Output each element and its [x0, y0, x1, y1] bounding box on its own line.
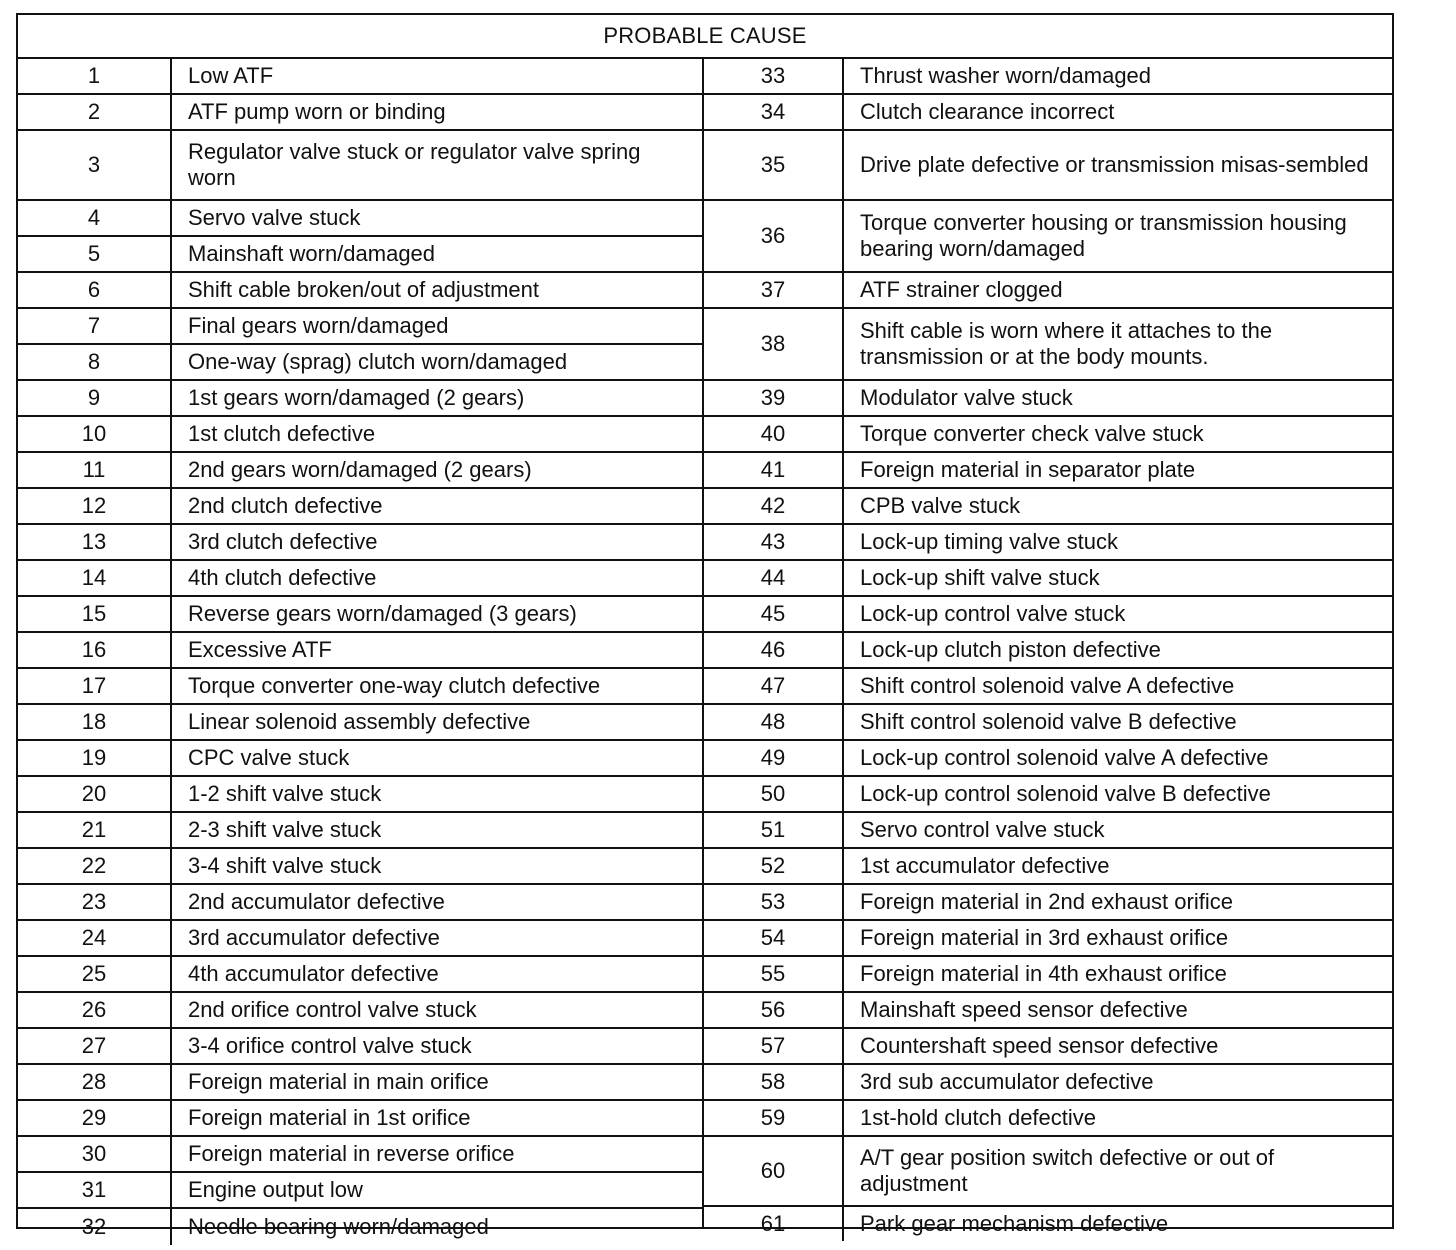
cause-description: Reverse gears worn/damaged (3 gears) [188, 601, 577, 626]
cause-cell [844, 993, 1392, 1027]
table-row [704, 741, 1392, 777]
cause-cell [172, 1173, 702, 1207]
cause-description: 2nd accumulator defective [188, 889, 445, 914]
cause-cell [844, 633, 1392, 667]
table-row [704, 813, 1392, 849]
cause-description: Servo valve stuck [188, 205, 361, 230]
cause-number: 7 [87, 313, 101, 338]
cause-description: Foreign material in 3rd exhaust orifice [860, 925, 1229, 950]
cause-description: 1-2 shift valve stuck [188, 781, 382, 806]
left-column [18, 59, 702, 1239]
cause-description: Excessive ATF [188, 637, 332, 662]
cause-cell [172, 741, 702, 775]
cause-number: 1 [87, 63, 101, 88]
table-row [18, 633, 702, 669]
table-row [704, 525, 1392, 561]
cause-description: Countershaft speed sensor defective [860, 1033, 1219, 1058]
table-row [18, 813, 702, 849]
cause-number: 39 [760, 385, 786, 410]
cause-description: 2nd gears worn/damaged (2 gears) [188, 457, 532, 482]
cause-number: 16 [81, 637, 107, 662]
table-row [704, 131, 1392, 201]
table-row [18, 1029, 702, 1065]
cause-cell [172, 1029, 702, 1063]
table-row [18, 741, 702, 777]
cause-cell [172, 957, 702, 991]
cause-description: Final gears worn/damaged [188, 313, 449, 338]
cause-cell [844, 273, 1392, 307]
cause-number: 54 [760, 925, 786, 950]
cause-number: 10 [81, 421, 107, 446]
cause-cell [844, 1137, 1392, 1205]
cause-description: One-way (sprag) clutch worn/damaged [188, 349, 568, 374]
cause-cell [172, 993, 702, 1027]
cause-cell [844, 1065, 1392, 1099]
cause-description: Park gear mechanism defective [860, 1211, 1169, 1236]
cause-number: 60 [760, 1158, 786, 1183]
cause-number: 57 [760, 1033, 786, 1058]
cause-number: 27 [81, 1033, 107, 1058]
cause-cell [844, 1207, 1392, 1241]
table-row [18, 345, 702, 381]
cause-number: 4 [87, 205, 101, 230]
cause-description: 1st clutch defective [188, 421, 376, 446]
cause-number: 34 [760, 99, 786, 124]
table-row [704, 95, 1392, 131]
cause-number: 48 [760, 709, 786, 734]
cause-cell [844, 1101, 1392, 1135]
cause-number: 9 [87, 385, 101, 410]
table-row [18, 669, 702, 705]
table-row [18, 885, 702, 921]
cause-description: Foreign material in 4th exhaust orifice [860, 961, 1227, 986]
cause-description: 1st gears worn/damaged (2 gears) [188, 385, 525, 410]
table-row [18, 381, 702, 417]
cause-cell [172, 95, 702, 129]
cause-cell [172, 489, 702, 523]
table-row [704, 957, 1392, 993]
table-row [18, 1137, 702, 1173]
table-row [704, 1029, 1392, 1065]
cause-cell [172, 633, 702, 667]
cause-number: 47 [760, 673, 786, 698]
cause-description: 2nd orifice control valve stuck [188, 997, 477, 1022]
table-row [18, 417, 702, 453]
cause-number: 59 [760, 1105, 786, 1130]
cause-description: Torque converter check valve stuck [860, 421, 1204, 446]
cause-cell [172, 1209, 702, 1245]
cause-description: Lock-up control solenoid valve A defective [860, 745, 1269, 770]
cause-cell [172, 525, 702, 559]
table-row [704, 633, 1392, 669]
cause-number: 50 [760, 781, 786, 806]
table-row [704, 1065, 1392, 1101]
cause-number: 22 [81, 853, 107, 878]
cause-number: 13 [81, 529, 107, 554]
cause-description: Servo control valve stuck [860, 817, 1105, 842]
cause-description: Mainshaft speed sensor defective [860, 997, 1188, 1022]
cause-description: Thrust washer worn/damaged [860, 63, 1152, 88]
cause-cell [844, 309, 1392, 379]
cause-number: 49 [760, 745, 786, 770]
cause-number: 52 [760, 853, 786, 878]
cause-number: 30 [81, 1141, 107, 1166]
cause-cell [844, 777, 1392, 811]
cause-cell [172, 417, 702, 451]
cause-description: 4th clutch defective [188, 565, 377, 590]
cause-number: 45 [760, 601, 786, 626]
table-row [704, 921, 1392, 957]
table-row [704, 705, 1392, 741]
table-row [18, 1173, 702, 1209]
cause-description: Shift control solenoid valve A defective [860, 673, 1235, 698]
cause-number: 38 [760, 331, 786, 356]
cause-number: 37 [760, 277, 786, 302]
cause-number: 5 [87, 241, 101, 266]
cause-description: Foreign material in reverse orifice [188, 1141, 515, 1166]
cause-description: 2nd clutch defective [188, 493, 383, 518]
table-row [18, 95, 702, 131]
cause-number: 43 [760, 529, 786, 554]
cause-cell [172, 705, 702, 739]
cause-description: Foreign material in main orifice [188, 1069, 489, 1094]
table-row [18, 849, 702, 885]
cause-cell [172, 813, 702, 847]
cause-number: 8 [87, 349, 101, 374]
cause-number: 51 [760, 817, 786, 842]
cause-cell [172, 309, 702, 343]
table-row [704, 1101, 1392, 1137]
cause-cell [172, 59, 702, 93]
cause-cell [844, 201, 1392, 271]
cause-description: Clutch clearance incorrect [860, 99, 1115, 124]
table-row [704, 993, 1392, 1029]
cause-cell [172, 201, 702, 235]
cause-description: Low ATF [188, 63, 274, 88]
table-row [18, 597, 702, 633]
cause-description: Regulator valve stuck or regulator valve spring worn [188, 139, 641, 190]
cause-number: 28 [81, 1069, 107, 1094]
table-row [18, 1065, 702, 1101]
cause-number: 14 [81, 565, 107, 590]
cause-description: Shift control solenoid valve B defective [860, 709, 1237, 734]
cause-number: 33 [760, 63, 786, 88]
cause-cell [172, 849, 702, 883]
table-row [18, 489, 702, 525]
cause-cell [172, 561, 702, 595]
cause-description: Lock-up control valve stuck [860, 601, 1126, 626]
table-row [18, 561, 702, 597]
table-row [704, 381, 1392, 417]
cause-cell [844, 669, 1392, 703]
cause-cell [844, 59, 1392, 93]
cause-number: 19 [81, 745, 107, 770]
table-row [18, 993, 702, 1029]
cause-description: CPC valve stuck [188, 745, 350, 770]
cause-description: ATF pump worn or binding [188, 99, 446, 124]
cause-description: 1st accumulator defective [860, 853, 1110, 878]
cause-cell [844, 95, 1392, 129]
cause-description: 3rd clutch defective [188, 529, 378, 554]
cause-number: 53 [760, 889, 786, 914]
table-row [18, 957, 702, 993]
cause-description: 3-4 shift valve stuck [188, 853, 382, 878]
cause-number: 18 [81, 709, 107, 734]
table-row [704, 309, 1392, 381]
cause-cell [172, 1065, 702, 1099]
table-row [704, 597, 1392, 633]
cause-cell [172, 237, 702, 271]
table-title: PROBABLE CAUSE [18, 15, 1392, 59]
cause-cell [172, 885, 702, 919]
cause-cell [844, 741, 1392, 775]
table-row [18, 237, 702, 273]
table-row [704, 1137, 1392, 1207]
cause-number: 12 [81, 493, 107, 518]
cause-description: 4th accumulator defective [188, 961, 439, 986]
cause-number: 56 [760, 997, 786, 1022]
cause-cell [844, 131, 1392, 199]
table-row [704, 273, 1392, 309]
cause-description: Modulator valve stuck [860, 385, 1073, 410]
cause-cell [844, 381, 1392, 415]
cause-description: Foreign material in 2nd exhaust orifice [860, 889, 1233, 914]
table-row [18, 309, 702, 345]
cause-cell [172, 597, 702, 631]
table-row [704, 777, 1392, 813]
cause-description: Mainshaft worn/damaged [188, 241, 436, 266]
cause-cell [844, 921, 1392, 955]
cause-number: 32 [81, 1214, 107, 1239]
cause-number: 23 [81, 889, 107, 914]
cause-description: Shift cable broken/out of adjustment [188, 277, 539, 302]
cause-number: 44 [760, 565, 786, 590]
cause-cell [172, 131, 702, 199]
probable-cause-table [16, 13, 1394, 1239]
cause-description: Foreign material in 1st orifice [188, 1105, 471, 1130]
cause-number: 25 [81, 961, 107, 986]
table-row [18, 777, 702, 813]
cause-number: 41 [760, 457, 786, 482]
cause-number: 6 [87, 277, 101, 302]
table-row [18, 131, 702, 201]
cause-number: 61 [760, 1211, 786, 1236]
cause-cell [172, 345, 702, 379]
cause-cell [844, 417, 1392, 451]
cause-description: Shift cable is worn where it attaches to the transmission or at the body mounts. [860, 318, 1273, 369]
cause-cell [844, 561, 1392, 595]
table-row [18, 705, 702, 741]
cause-description: A/T gear position switch defective or out of adjustment [860, 1145, 1275, 1196]
cause-number: 42 [760, 493, 786, 518]
cause-number: 17 [81, 673, 107, 698]
cause-description: Needle bearing worn/damaged [188, 1214, 489, 1239]
cause-cell [172, 1137, 702, 1171]
cause-cell [172, 453, 702, 487]
cause-description: CPB valve stuck [860, 493, 1021, 518]
cause-cell [172, 921, 702, 955]
table-row [704, 849, 1392, 885]
cause-cell [844, 957, 1392, 991]
table-row [704, 201, 1392, 273]
cause-number: 26 [81, 997, 107, 1022]
cause-cell [844, 813, 1392, 847]
cause-description: 1st-hold clutch defective [860, 1105, 1097, 1130]
cause-cell [844, 489, 1392, 523]
table-row [704, 417, 1392, 453]
cause-number: 40 [760, 421, 786, 446]
cause-description: 2-3 shift valve stuck [188, 817, 382, 842]
cause-description: Lock-up control solenoid valve B defective [860, 781, 1271, 806]
table-row [18, 273, 702, 309]
cause-cell [844, 453, 1392, 487]
cause-number: 3 [87, 152, 101, 177]
cause-cell [172, 1101, 702, 1135]
cause-number: 55 [760, 961, 786, 986]
cause-description: 3rd accumulator defective [188, 925, 440, 950]
table-row [704, 489, 1392, 525]
table-row [18, 525, 702, 561]
table-row [18, 453, 702, 489]
table-row [704, 561, 1392, 597]
cause-description: 3rd sub accumulator defective [860, 1069, 1154, 1094]
cause-cell [172, 777, 702, 811]
cause-number: 20 [81, 781, 107, 806]
cause-cell [844, 885, 1392, 919]
cause-number: 21 [81, 817, 107, 842]
cause-number: 29 [81, 1105, 107, 1130]
cause-number: 31 [81, 1177, 107, 1202]
cause-description: Torque converter housing or transmission housing bearing worn/damaged [860, 210, 1347, 261]
table-row [18, 59, 702, 95]
right-column [702, 59, 1392, 1236]
cause-cell [844, 849, 1392, 883]
cause-description: Foreign material in separator plate [860, 457, 1196, 482]
cause-cell [172, 381, 702, 415]
table-row [704, 669, 1392, 705]
cause-number: 24 [81, 925, 107, 950]
cause-cell [844, 705, 1392, 739]
table-row [704, 1207, 1392, 1241]
table-row [18, 1209, 702, 1245]
cause-cell [172, 669, 702, 703]
cause-cell [844, 1029, 1392, 1063]
cause-number: 35 [760, 152, 786, 177]
cause-cell [844, 597, 1392, 631]
cause-cell [172, 273, 702, 307]
cause-number: 58 [760, 1069, 786, 1094]
cause-number: 2 [87, 99, 101, 124]
cause-description: Drive plate defective or transmission misas-sembled [860, 152, 1369, 177]
cause-description: 3-4 orifice control valve stuck [188, 1033, 472, 1058]
cause-number: 11 [82, 457, 106, 482]
cause-description: Lock-up shift valve stuck [860, 565, 1100, 590]
cause-description: Engine output low [188, 1177, 363, 1202]
cause-description: Lock-up timing valve stuck [860, 529, 1118, 554]
cause-number: 46 [760, 637, 786, 662]
table-row [704, 885, 1392, 921]
table-row [704, 453, 1392, 489]
cause-description: Torque converter one-way clutch defective [188, 673, 601, 698]
table-row [18, 921, 702, 957]
cause-description: ATF strainer clogged [860, 277, 1063, 302]
cause-description: Lock-up clutch piston defective [860, 637, 1161, 662]
table-row [18, 201, 702, 237]
cause-cell [844, 525, 1392, 559]
table-row [704, 59, 1392, 95]
cause-number: 15 [81, 601, 107, 626]
table-row [18, 1101, 702, 1137]
cause-description: Linear solenoid assembly defective [188, 709, 531, 734]
cause-number: 36 [760, 223, 786, 248]
